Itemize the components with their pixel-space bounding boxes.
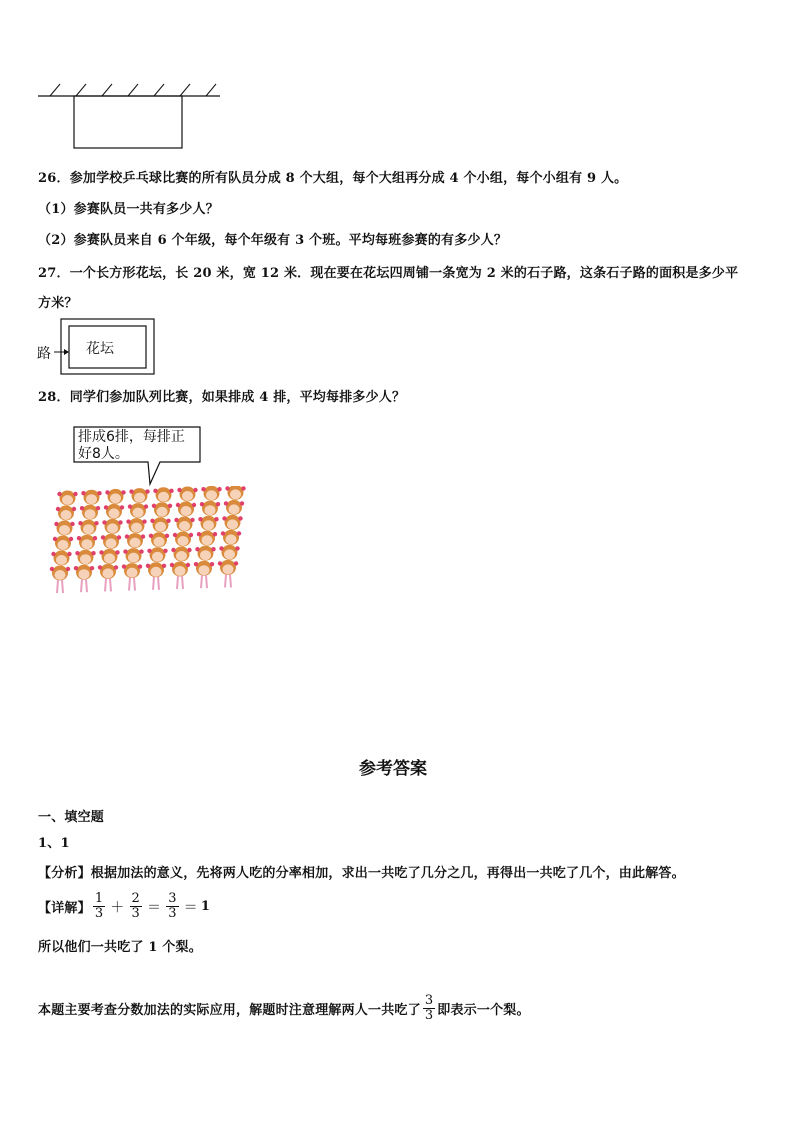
student-figure [177,487,197,502]
answer-item-1: 1、1 [38,836,70,851]
student-figure [152,502,172,517]
student-figure [173,532,193,547]
student-figure [198,516,218,531]
student-figure [153,487,173,502]
student-figure [78,520,98,535]
student-figure [75,550,95,565]
summary-text: 本题主要考查分数加法的实际应用，解题时注意理解两人一共吃了 $\frac{3}{3}$ 即表示一个梨。 [38,993,530,1023]
student-figure [170,562,190,590]
student-figure [101,534,121,549]
student-figure [219,545,239,560]
student-figure [98,564,118,592]
students-formation [46,486,256,608]
student-figure [54,521,74,536]
q28-stem: 28．同学们参加队列比赛，如果排成 4 排，平均每排多少人？ [38,390,406,405]
student-figure [123,548,143,563]
garden-label: 花坛 [86,341,114,357]
student-figure [200,501,220,516]
student-figure [149,532,169,547]
student-figure [56,506,76,521]
student-figure [147,547,167,562]
student-figure [104,504,124,519]
student-figure [225,486,245,500]
student-figure [174,517,194,532]
student-figure [195,546,215,561]
student-figure [80,505,100,520]
student-figure [129,488,149,503]
student-figure [99,549,119,564]
student-figure [128,503,148,518]
student-figure [197,531,217,546]
student-figure [150,517,170,532]
bubble-line1: 排成6排，每排正 [78,429,185,445]
student-figure [74,565,94,593]
student-figure [53,536,73,551]
detail-equation: 【详解】 $\frac{1}{3}$ ＋ $\frac{2}{3}$ ＝ $\frac{3}{3}$ ＝ 1 [38,891,211,921]
student-figure [102,519,122,534]
student-figure [201,486,221,501]
conclusion-text: 所以他们一共吃了 1 个梨。 [38,940,202,955]
student-figure [50,566,70,594]
ceiling-box-diagram [36,78,226,152]
student-figure [176,502,196,517]
student-figure [126,518,146,533]
student-figure [81,490,101,505]
fraction-1: $\frac{1}{3}$ [94,891,104,921]
q27-line2: 方米？ [38,296,78,311]
bubble-line2: 好8人。 [78,446,129,462]
summary-fraction: $\frac{3}{3}$ [424,993,434,1023]
student-figure [77,535,97,550]
student-figure [222,515,242,530]
student-figure [221,530,241,545]
section-heading: 一、填空题 [38,810,105,825]
q26-sub2: （2）参赛队员来自 6 个年级，每个年级有 3 个班。平均每班参赛的有多少人？ [38,233,508,248]
fraction-2: $\frac{2}{3}$ [131,891,140,921]
road-label: 路 [37,346,51,362]
student-figure [57,491,77,506]
detail-label: 【详解】 [38,901,91,916]
fraction-3: $\frac{3}{3}$ [168,891,177,921]
student-figure [51,551,71,566]
answers-title: 参考答案 [359,759,427,779]
equation-result: 1 [200,899,211,914]
q27-line1: 27．一个长方形花坛，长 20 米，宽 12 米．现在要在花坛四周铺一条宽为 2 米的石子路，这条石子路的面积是多少平 [38,266,739,281]
student-figure [125,533,145,548]
student-figure [224,500,244,515]
student-figure [146,562,166,590]
q26-stem: 26．参加学校乒乓球比赛的所有队员分成 8 个大组，每个大组再分成 4 个小组，每个小组有 9 人。 [38,171,628,186]
student-figure [105,489,125,504]
student-figure [194,561,214,589]
student-figure [218,560,238,588]
q26-sub1: （1）参赛队员一共有多少人？ [38,202,219,217]
student-figure [122,563,142,591]
analysis-text: 【分析】根据加法的意义，先将两人吃的分率相加，求出一共吃了几分之几，再得出一共吃了几个，由此解答。 [38,866,685,881]
student-figure [171,547,191,562]
